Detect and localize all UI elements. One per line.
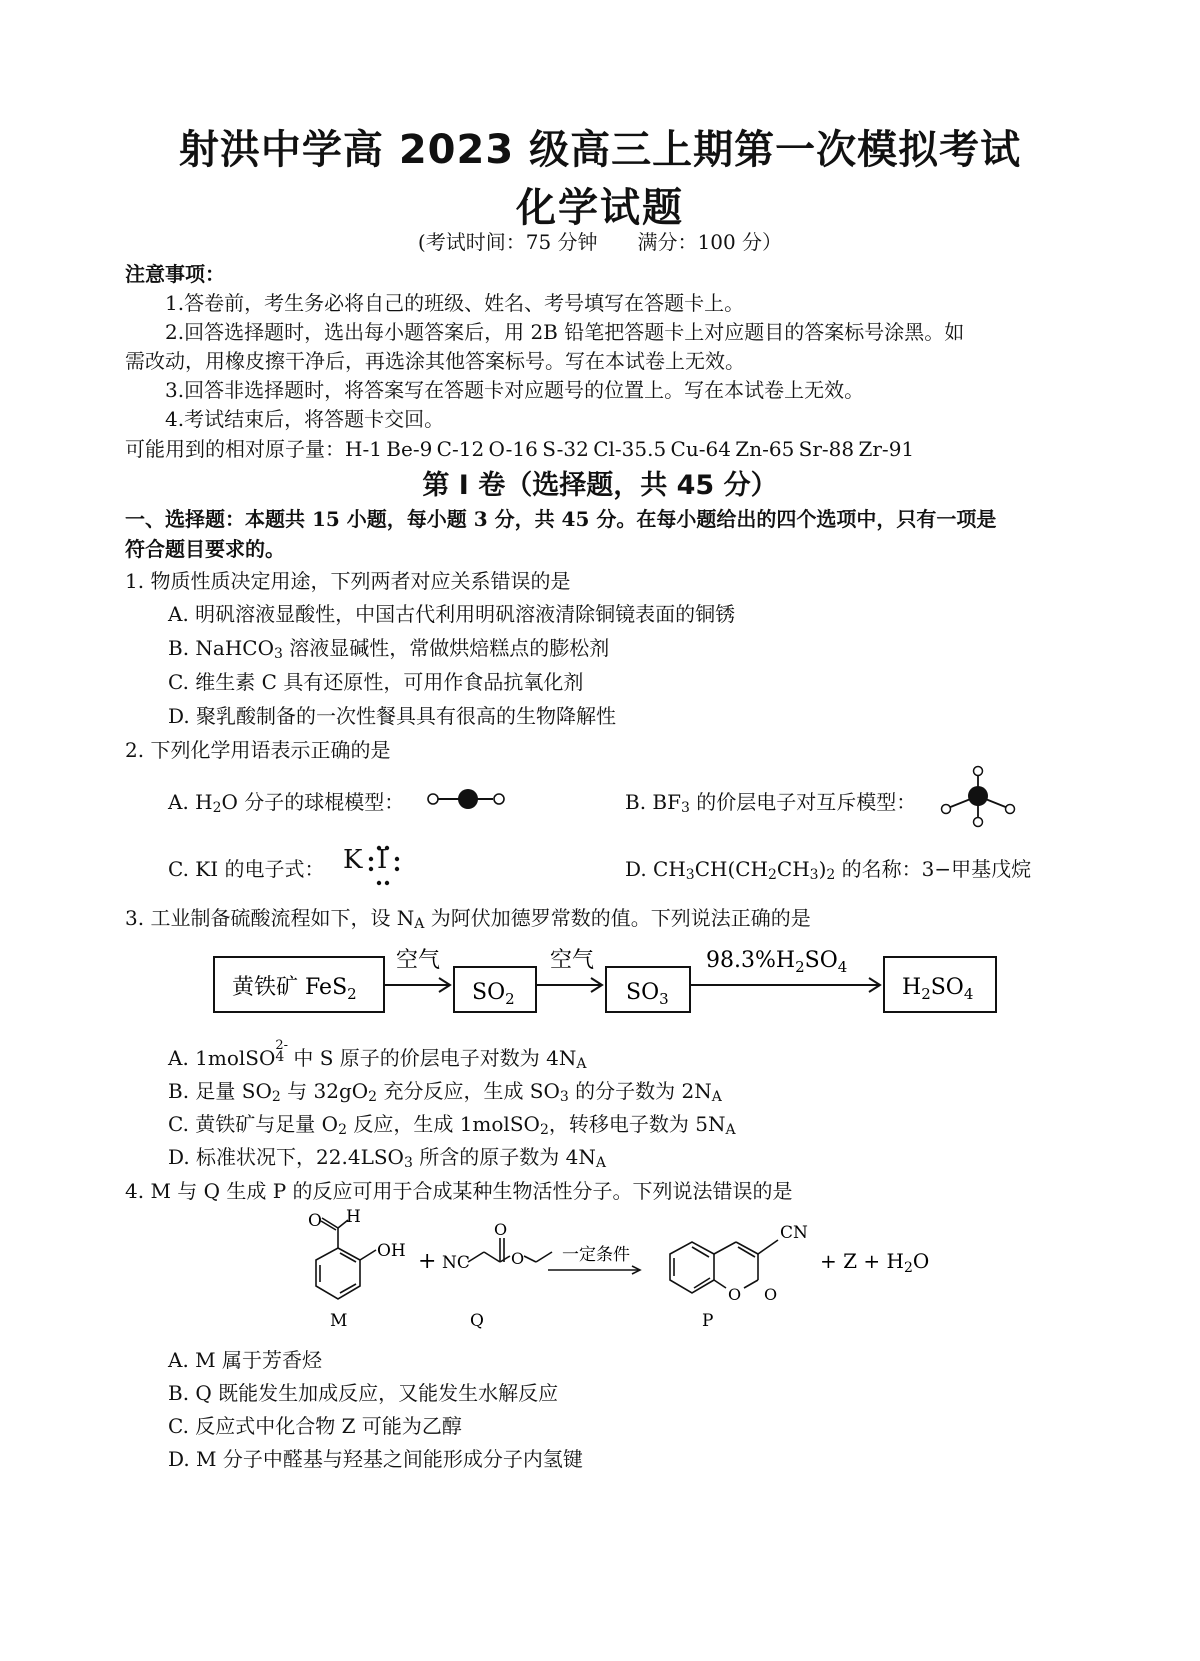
q2-option-c: C. KI 的电子式： (168, 857, 325, 881)
q1-option-c: C. 维生素 C 具有还原性，可用作食品抗氧化剂 (168, 670, 584, 694)
q3-option-d: D. 标准状况下，22.4LSO3 所含的原子数为 4NA (168, 1145, 606, 1171)
q3-option-c: C. 黄铁矿与足量 O2 反应，生成 1molSO2，转移电子数为 5NA (168, 1112, 736, 1138)
q3-stem: 3. 工业制备硫酸流程如下，设 NA 为阿伏加德罗常数的值。下列说法正确的是 (125, 906, 811, 932)
flow-arrow1-label: 空气 (396, 948, 441, 973)
q-ester-o: O (511, 1249, 525, 1268)
bf3-vsepr-model (938, 764, 1018, 830)
flow-box-h2so4-label: $H_2SO_4$ (902, 975, 974, 1003)
p-carbonyl-o: O (764, 1285, 778, 1304)
exam-subtitle: 化学试题 (516, 185, 684, 231)
section-title: 第 I 卷（选择题，共 45 分） (422, 470, 778, 501)
compound-q-label: Q (470, 1311, 484, 1331)
q2-stem: 2. 下列化学用语表示正确的是 (125, 738, 391, 762)
q1-option-b: B. NaHCO3 溶液显碱性，常做烘焙糕点的膨松剂 (168, 636, 610, 662)
q4-option-c: C. 反应式中化合物 Z 可能为乙醇 (168, 1414, 462, 1438)
note-2: 2.回答选择题时，选出每小题答案后，用 2B 铅笔把答题卡上对应题目的答案标号涂黑。如 (165, 320, 965, 344)
h2o-ball-stick-model (425, 784, 510, 814)
note-1: 1.答卷前，考生务必将自己的班级、姓名、考号填写在答题卡上。 (165, 291, 745, 315)
q2-option-a: A. H2O 分子的球棍模型： (168, 790, 405, 816)
compound-m (316, 1218, 376, 1299)
reaction-scheme (300, 1208, 950, 1333)
exam-info (0, 226, 1200, 255)
notes-heading: 注意事项： (125, 262, 225, 286)
note-3: 3.回答非选择题时，将答案写在答题卡对应题号的位置上。写在本试卷上无效。 (165, 378, 865, 402)
q4-option-d: D. M 分子中醛基与羟基之间能形成分子内氢键 (168, 1447, 583, 1471)
q3-option-a: A. 1molSO 2- 4 中 S 原子的价层电子对数为 4NA (168, 1037, 587, 1072)
compound-m-label: M (330, 1311, 348, 1331)
exam-title: 射洪中学高 2023 级高三上期第一次模拟考试 (178, 127, 1022, 173)
q4-option-b: B. Q 既能发生加成反应，又能发生水解反应 (168, 1381, 559, 1405)
note-2-cont: 需改动，用橡皮擦干净后，再选涂其他答案标号。写在本试卷上无效。 (125, 349, 745, 373)
compound-p-label: P (702, 1311, 714, 1331)
exam-score: 满分：100 分） (637, 230, 783, 254)
ki-k-symbol: K (343, 845, 363, 875)
atomic-masses: 可能用到的相对原子量：H-1 Be-9 C-12 O-16 S-32 Cl-35.5 Cu-64 Zn-65 Sr-88 Zr-91 (125, 437, 915, 461)
compound-q (468, 1238, 552, 1262)
p-nitrile: CN (780, 1223, 808, 1243)
plus-sign: + (418, 1249, 437, 1274)
q1-stem: 1. 物质性质决定用途，下列两者对应关系错误的是 (125, 569, 571, 593)
m-aldehyde-o: O (308, 1211, 322, 1231)
m-aldehyde-h: H (346, 1208, 361, 1227)
q4-option-a: A. M 属于芳香烃 (168, 1348, 322, 1372)
sulfuric-acid-flowchart (210, 945, 1010, 1025)
q2-option-d: D. CH3CH(CH2CH3)2 的名称：3−甲基戊烷 (625, 857, 1032, 883)
q1-option-a: A. 明矾溶液显酸性，中国古代利用明矾溶液清除铜镜表面的铜锈 (168, 602, 736, 626)
q2-option-b: B. BF3 的价层电子对互斥模型： (625, 790, 917, 816)
q3-option-b: B. 足量 SO2 与 32gO2 充分反应，生成 SO3 的分子数为 2NA (168, 1079, 722, 1105)
q1-option-d: D. 聚乳酸制备的一次性餐具具有很高的生物降解性 (168, 704, 617, 728)
ki-electron-dots (363, 845, 423, 887)
ki-electron-formula (343, 845, 413, 887)
section-instructions-cont: 符合题目要求的。 (125, 537, 285, 561)
flow-arrow3-label: $98.3\%H_2SO_4$ (706, 948, 848, 976)
reaction-condition: 一定条件 (562, 1245, 630, 1265)
flow-box-pyrite-label: 黄铁矿 FeS$_2$ (232, 975, 357, 1003)
flow-arrow2-label: 空气 (550, 948, 595, 973)
compound-p (670, 1240, 778, 1293)
ki-i-symbol: I (377, 845, 388, 875)
byproducts: + $Z + H_2O$ (820, 1249, 930, 1276)
exam-time: (考试时间：75 分钟 (417, 230, 598, 254)
m-hydroxyl: OH (377, 1241, 406, 1261)
p-ring-o: O (728, 1285, 742, 1304)
note-4: 4.考试结束后，将答题卡交回。 (165, 407, 445, 431)
flow-box-so2-label: $SO_2$ (472, 980, 515, 1008)
q-carbonyl-o: O (494, 1220, 508, 1239)
q4-stem: 4. M 与 Q 生成 P 的反应可用于合成某种生物活性分子。下列说法错误的是 (125, 1179, 793, 1203)
flow-box-so3-label: $SO_3$ (626, 980, 669, 1008)
section-instructions: 一、选择题：本题共 15 小题，每小题 3 分，共 45 分。在每小题给出的四个选项中，只有一项是 (125, 507, 997, 531)
q-nitrile: NC (442, 1253, 470, 1273)
